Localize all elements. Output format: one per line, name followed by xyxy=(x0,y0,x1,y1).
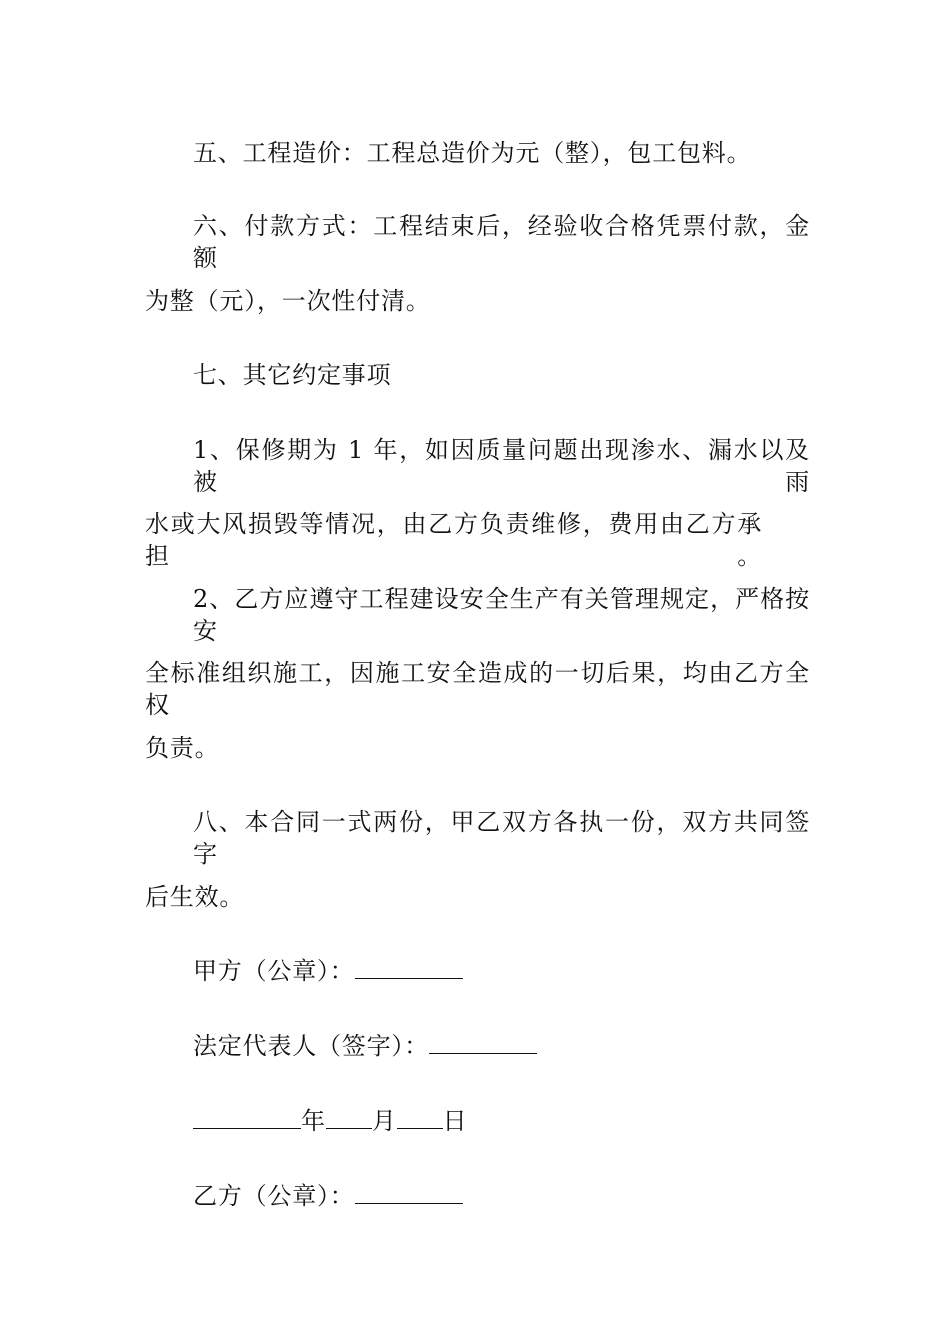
party-a-seal-label: 甲方（公章）： xyxy=(193,957,355,985)
date-line xyxy=(193,1105,858,1137)
legal-representative-signature xyxy=(193,1030,858,1062)
section-7-heading: 七、其它约定事项 xyxy=(193,361,392,389)
section-5-price: 五、工程造价：工程总造价为元（整），包工包料。 xyxy=(193,139,752,167)
party-b-seal-blank[interactable] xyxy=(355,1181,463,1204)
year-blank[interactable] xyxy=(193,1106,301,1129)
year-label: 年 xyxy=(301,1107,326,1135)
item-2-line-2: 全标准组织施工，因施工安全造成的一切后果，均由乙方全权 xyxy=(145,659,810,719)
party-a-seal-blank[interactable] xyxy=(355,956,463,979)
item-2-line-3: 负责。 xyxy=(145,734,220,762)
item-1-line-1: 1、保修期为 1 年，如因质量问题出现渗水、漏水以及被雨 xyxy=(193,436,810,496)
day-label: 日 xyxy=(442,1107,468,1135)
day-blank[interactable] xyxy=(397,1106,443,1129)
legal-rep-label: 法定代表人（签字）： xyxy=(193,1032,429,1060)
month-label: 月 xyxy=(371,1107,397,1135)
section-6-payment-line-1: 六、付款方式：工程结束后，经验收合格凭票付款，金额 xyxy=(193,212,810,272)
item-1-line-2: 水或大风损毁等情况，由乙方负责维修，费用由乙方承担。 xyxy=(145,510,762,570)
section-8-line-1: 八、本合同一式两份，甲乙双方各执一份，双方共同签字 xyxy=(193,808,810,868)
legal-rep-blank[interactable] xyxy=(429,1031,537,1054)
party-b-seal xyxy=(193,1180,858,1212)
month-blank[interactable] xyxy=(326,1106,372,1129)
party-b-seal-label: 乙方（公章）： xyxy=(193,1182,355,1210)
section-8-line-2: 后生效。 xyxy=(145,883,245,911)
section-6-payment-line-2: 为整（元），一次性付清。 xyxy=(145,287,431,315)
item-2-line-1: 2、乙方应遵守工程建设安全生产有关管理规定，严格按安 xyxy=(193,585,810,645)
party-a-seal xyxy=(193,955,858,987)
